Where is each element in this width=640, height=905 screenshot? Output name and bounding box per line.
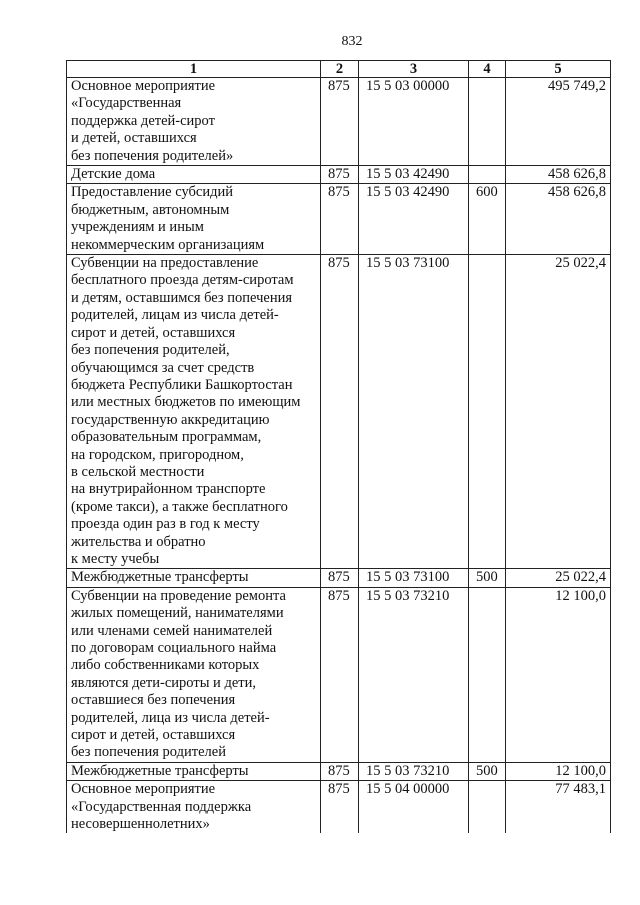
cell-amount: 12 100,0 bbox=[506, 587, 611, 762]
cell-description bbox=[67, 762, 321, 780]
table-row bbox=[67, 781, 611, 834]
description-line: Основное мероприятие bbox=[71, 78, 216, 94]
description-line: Субвенции на проведение ремонта bbox=[71, 587, 286, 604]
cell-expense-type: 500 bbox=[469, 569, 506, 587]
cell-ministry-code: 875 bbox=[321, 184, 359, 255]
description-line: Предоставление субсидий bbox=[71, 184, 234, 201]
table-header bbox=[67, 61, 611, 78]
cell-description bbox=[67, 166, 321, 184]
description-line: «Государственная bbox=[71, 95, 182, 112]
description-line: Субвенции на предоставление bbox=[71, 255, 259, 272]
cell-target-article: 15 5 03 42490 bbox=[359, 166, 469, 184]
description-line: Основное мероприятие bbox=[71, 781, 216, 798]
description-line: бюджетным, автономным bbox=[71, 201, 230, 218]
description-line: бюджета Республики Башкортостан bbox=[71, 376, 293, 393]
table-row bbox=[67, 762, 611, 780]
header-col-2: 2 bbox=[321, 61, 359, 78]
description-line: проезда один раз в год к месту bbox=[71, 516, 260, 533]
table-row bbox=[67, 78, 611, 166]
cell-amount: 495 749,2 bbox=[506, 78, 611, 166]
cell-description bbox=[67, 255, 321, 569]
cell-target-article: 15 5 03 73210 bbox=[359, 587, 469, 762]
cell-target-article: 15 5 03 42490 bbox=[359, 184, 469, 255]
cell-ministry-code: 875 bbox=[321, 587, 359, 762]
page-number: 832 bbox=[341, 34, 363, 49]
header-col-4: 4 bbox=[469, 61, 506, 78]
cell-expense-type: 500 bbox=[469, 762, 506, 780]
description-line: несовершеннолетних» bbox=[71, 816, 210, 833]
description-line: родителей, лицам из числа детей- bbox=[71, 307, 279, 324]
description-line: обучающимся за счет средств bbox=[71, 359, 255, 376]
description-line: без попечения родителей» bbox=[71, 147, 234, 164]
table-row bbox=[67, 184, 611, 255]
cell-description bbox=[67, 587, 321, 762]
description-line: являются дети-сироты и дети, bbox=[71, 674, 256, 691]
cell-expense-type bbox=[469, 166, 506, 184]
budget-table bbox=[66, 60, 611, 833]
description-line: к месту учебы bbox=[71, 550, 160, 567]
cell-target-article: 15 5 03 73100 bbox=[359, 569, 469, 587]
table-row bbox=[67, 569, 611, 587]
cell-amount: 25 022,4 bbox=[506, 255, 611, 569]
cell-expense-type bbox=[469, 587, 506, 762]
cell-target-article: 15 5 03 00000 bbox=[359, 78, 469, 166]
cell-target-article: 15 5 03 73100 bbox=[359, 255, 469, 569]
cell-description bbox=[67, 184, 321, 255]
table-row bbox=[67, 587, 611, 762]
description-line: или местных бюджетов по имеющим bbox=[71, 394, 301, 411]
cell-expense-type: 600 bbox=[469, 184, 506, 255]
cell-description bbox=[67, 569, 321, 587]
table-row bbox=[67, 255, 611, 569]
cell-amount: 458 626,8 bbox=[506, 184, 611, 255]
description-line: родителей, лица из числа детей- bbox=[71, 709, 270, 726]
description-line: образовательным программам, bbox=[71, 429, 262, 446]
cell-ministry-code: 875 bbox=[321, 781, 359, 834]
cell-ministry-code: 875 bbox=[321, 762, 359, 780]
description-line: Межбюджетные трансферты bbox=[71, 569, 249, 586]
table-body bbox=[67, 78, 611, 834]
description-line: учреждениям и иным bbox=[71, 219, 204, 236]
description-line: (кроме такси), а также бесплатного bbox=[71, 498, 288, 515]
header-col-3: 3 bbox=[359, 61, 469, 78]
description-line: некоммерческим организациям bbox=[71, 236, 265, 253]
description-line: без попечения родителей, bbox=[71, 342, 230, 359]
description-line: бесплатного проезда детям-сиротам bbox=[71, 272, 294, 289]
description-line: Детские дома bbox=[71, 166, 156, 183]
description-line: или членами семей нанимателей bbox=[71, 622, 273, 639]
description-line: и детей, оставшихся bbox=[71, 130, 197, 147]
cell-expense-type bbox=[469, 78, 506, 166]
cell-ministry-code: 875 bbox=[321, 78, 359, 166]
description-line: оставшиеся без попечения bbox=[71, 692, 236, 709]
description-line: по договорам социального найма bbox=[71, 640, 277, 656]
description-line: в сельской местности bbox=[71, 463, 205, 480]
cell-ministry-code: 875 bbox=[321, 569, 359, 587]
cell-target-article: 15 5 03 73210 bbox=[359, 762, 469, 780]
description-line: государственную аккредитацию bbox=[71, 411, 270, 428]
cell-amount: 77 483,1 bbox=[506, 781, 611, 834]
description-line: поддержка детей-сирот bbox=[71, 112, 215, 129]
description-line: без попечения родителей bbox=[71, 744, 226, 761]
cell-description bbox=[67, 78, 321, 166]
cell-expense-type bbox=[469, 255, 506, 569]
cell-amount: 458 626,8 bbox=[506, 166, 611, 184]
header-col-5: 5 bbox=[506, 61, 611, 78]
description-line: жительства и обратно bbox=[71, 533, 206, 550]
description-line: либо собственниками которых bbox=[71, 657, 260, 674]
description-line: жилых помещений, нанимателями bbox=[71, 605, 284, 622]
cell-amount: 12 100,0 bbox=[506, 762, 611, 780]
description-line: сирот и детей, оставшихся bbox=[71, 727, 236, 744]
description-line: на городском, пригородном, bbox=[71, 446, 244, 463]
description-line: на внутрирайонном транспорте bbox=[71, 481, 266, 498]
header-row bbox=[67, 61, 611, 78]
description-line: и детям, оставшимся без попечения bbox=[71, 289, 293, 306]
cell-ministry-code: 875 bbox=[321, 255, 359, 569]
cell-expense-type bbox=[469, 781, 506, 834]
cell-description bbox=[67, 781, 321, 834]
description-line: «Государственная поддержка bbox=[71, 798, 252, 815]
table-row bbox=[67, 166, 611, 184]
description-line: сирот и детей, оставшихся bbox=[71, 324, 236, 341]
description-line: Межбюджетные трансферты bbox=[71, 762, 249, 779]
cell-target-article: 15 5 04 00000 bbox=[359, 781, 469, 834]
cell-ministry-code: 875 bbox=[321, 166, 359, 184]
cell-amount: 25 022,4 bbox=[506, 569, 611, 587]
header-col-1: 1 bbox=[67, 61, 321, 78]
